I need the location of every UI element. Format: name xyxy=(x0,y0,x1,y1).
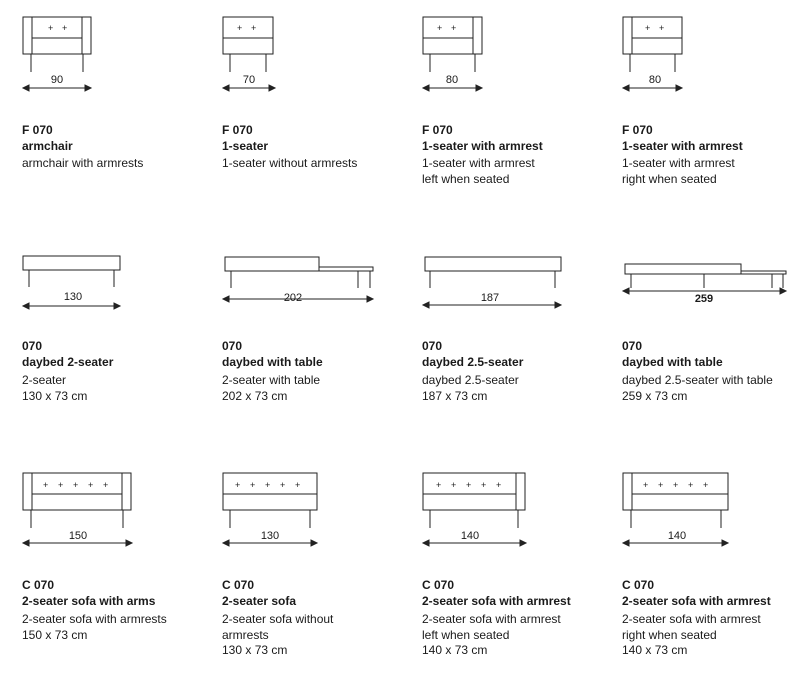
svg-text:+: + xyxy=(103,480,109,490)
catalog-item-daybed-2-seater xyxy=(22,255,212,415)
daybed-2-5-seater-drawing xyxy=(422,255,572,315)
product-description: 2-seater sofa with armrest right when seated 140 x 73 cm xyxy=(622,612,761,657)
svg-text:+: + xyxy=(659,23,665,33)
product-code: 070 xyxy=(622,339,643,353)
product-code: F 070 xyxy=(22,123,53,137)
svg-text:+: + xyxy=(237,23,243,33)
dimension-label: 80 xyxy=(648,74,662,86)
catalog-item-daybed-2-5-with-table xyxy=(622,255,800,415)
product-description: daybed 2.5-seater 187 x 73 cm xyxy=(422,373,519,403)
svg-text:+: + xyxy=(466,480,472,490)
svg-text:+: + xyxy=(48,23,54,33)
product-code: F 070 xyxy=(422,123,453,137)
product-name: daybed with table xyxy=(222,355,323,369)
dimension-label: 187 xyxy=(480,292,500,304)
product-description: 1-seater with armrest right when seated xyxy=(622,156,735,186)
catalog-item-daybed-with-table xyxy=(222,255,412,415)
product-code: C 070 xyxy=(422,578,455,592)
catalog-item-armchair xyxy=(22,15,212,190)
product-name: daybed 2.5-seater xyxy=(422,355,524,369)
svg-text:+: + xyxy=(451,480,457,490)
dimension-label: 80 xyxy=(445,74,459,86)
svg-text:+: + xyxy=(265,480,271,490)
dimension-label: 140 xyxy=(667,530,687,542)
svg-text:+: + xyxy=(673,480,679,490)
svg-text:+: + xyxy=(643,480,649,490)
product-code: 070 xyxy=(222,339,243,353)
daybed-2-seater-drawing xyxy=(22,255,132,315)
product-description: 2-seater sofa with armrest left when seated 140 x 73 cm xyxy=(422,612,561,657)
product-name: 1-seater with armrest xyxy=(422,139,543,153)
product-description: armchair with armrests xyxy=(22,156,144,170)
svg-text:+: + xyxy=(62,23,68,33)
svg-text:+: + xyxy=(295,480,301,490)
product-code: C 070 xyxy=(622,578,655,592)
dimension-label: 140 xyxy=(460,530,480,542)
svg-text:+: + xyxy=(436,480,442,490)
catalog-item-2-seater-sofa-armrest-left xyxy=(422,472,612,662)
product-name: 2-seater sofa with armrest xyxy=(622,594,771,608)
svg-text:+: + xyxy=(481,480,487,490)
dimension-label: 130 xyxy=(260,530,280,542)
product-name: 2-seater sofa with arms xyxy=(22,594,156,608)
dimension-label: 150 xyxy=(68,530,88,542)
product-name: 1-seater with armrest xyxy=(622,139,743,153)
product-code: F 070 xyxy=(622,123,653,137)
catalog-item-1-seater-armrest-left xyxy=(422,15,612,190)
catalog-item-2-seater-sofa xyxy=(222,472,412,662)
product-name: daybed with table xyxy=(622,355,723,369)
product-code: C 070 xyxy=(22,578,55,592)
catalog-item-2-seater-sofa-armrest-right xyxy=(622,472,800,662)
product-description: 2-seater sofa without armrests 130 x 73 cm xyxy=(222,612,334,657)
svg-text:+: + xyxy=(235,480,241,490)
product-description: 2-seater 130 x 73 cm xyxy=(22,373,88,403)
svg-text:+: + xyxy=(703,480,709,490)
product-description: daybed 2.5-seater with table 259 x 73 cm xyxy=(622,373,773,403)
daybed-with-table-drawing xyxy=(222,255,382,315)
dimension-label: 90 xyxy=(50,74,64,86)
svg-text:+: + xyxy=(658,480,664,490)
product-code: F 070 xyxy=(222,123,253,137)
dimension-label: 130 xyxy=(63,291,83,303)
product-description: 1-seater with armrest left when seated xyxy=(422,156,535,186)
svg-text:+: + xyxy=(645,23,651,33)
svg-text:+: + xyxy=(250,480,256,490)
product-name: 2-seater sofa with armrest xyxy=(422,594,571,608)
product-description: 1-seater without armrests xyxy=(222,156,358,170)
product-code: 070 xyxy=(22,339,43,353)
product-code: C 070 xyxy=(222,578,255,592)
product-name: daybed 2-seater xyxy=(22,355,114,369)
svg-text:+: + xyxy=(73,480,79,490)
dimension-label: 259 xyxy=(694,293,714,305)
svg-text:+: + xyxy=(251,23,257,33)
daybed-2-5-with-table-drawing xyxy=(622,255,792,315)
dimension-label: 202 xyxy=(283,292,303,304)
svg-text:+: + xyxy=(88,480,94,490)
svg-text:+: + xyxy=(688,480,694,490)
product-description: 2-seater sofa with armrests 150 x 73 cm xyxy=(22,612,167,642)
catalog-item-daybed-2-5-seater xyxy=(422,255,612,415)
catalog-item-2-seater-sofa-with-arms xyxy=(22,472,212,662)
product-description: 2-seater with table 202 x 73 cm xyxy=(222,373,321,403)
product-name: 2-seater sofa xyxy=(222,594,297,608)
catalog-item-1-seater-armrest-right xyxy=(622,15,800,190)
product-name: armchair xyxy=(22,139,73,153)
svg-text:+: + xyxy=(280,480,286,490)
product-code: 070 xyxy=(422,339,443,353)
catalog-item-1-seater xyxy=(222,15,412,190)
svg-text:+: + xyxy=(43,480,49,490)
svg-text:+: + xyxy=(496,480,502,490)
svg-text:+: + xyxy=(437,23,443,33)
product-name: 1-seater xyxy=(222,139,269,153)
svg-text:+: + xyxy=(58,480,64,490)
dimension-label: 70 xyxy=(242,74,256,86)
svg-text:+: + xyxy=(451,23,457,33)
